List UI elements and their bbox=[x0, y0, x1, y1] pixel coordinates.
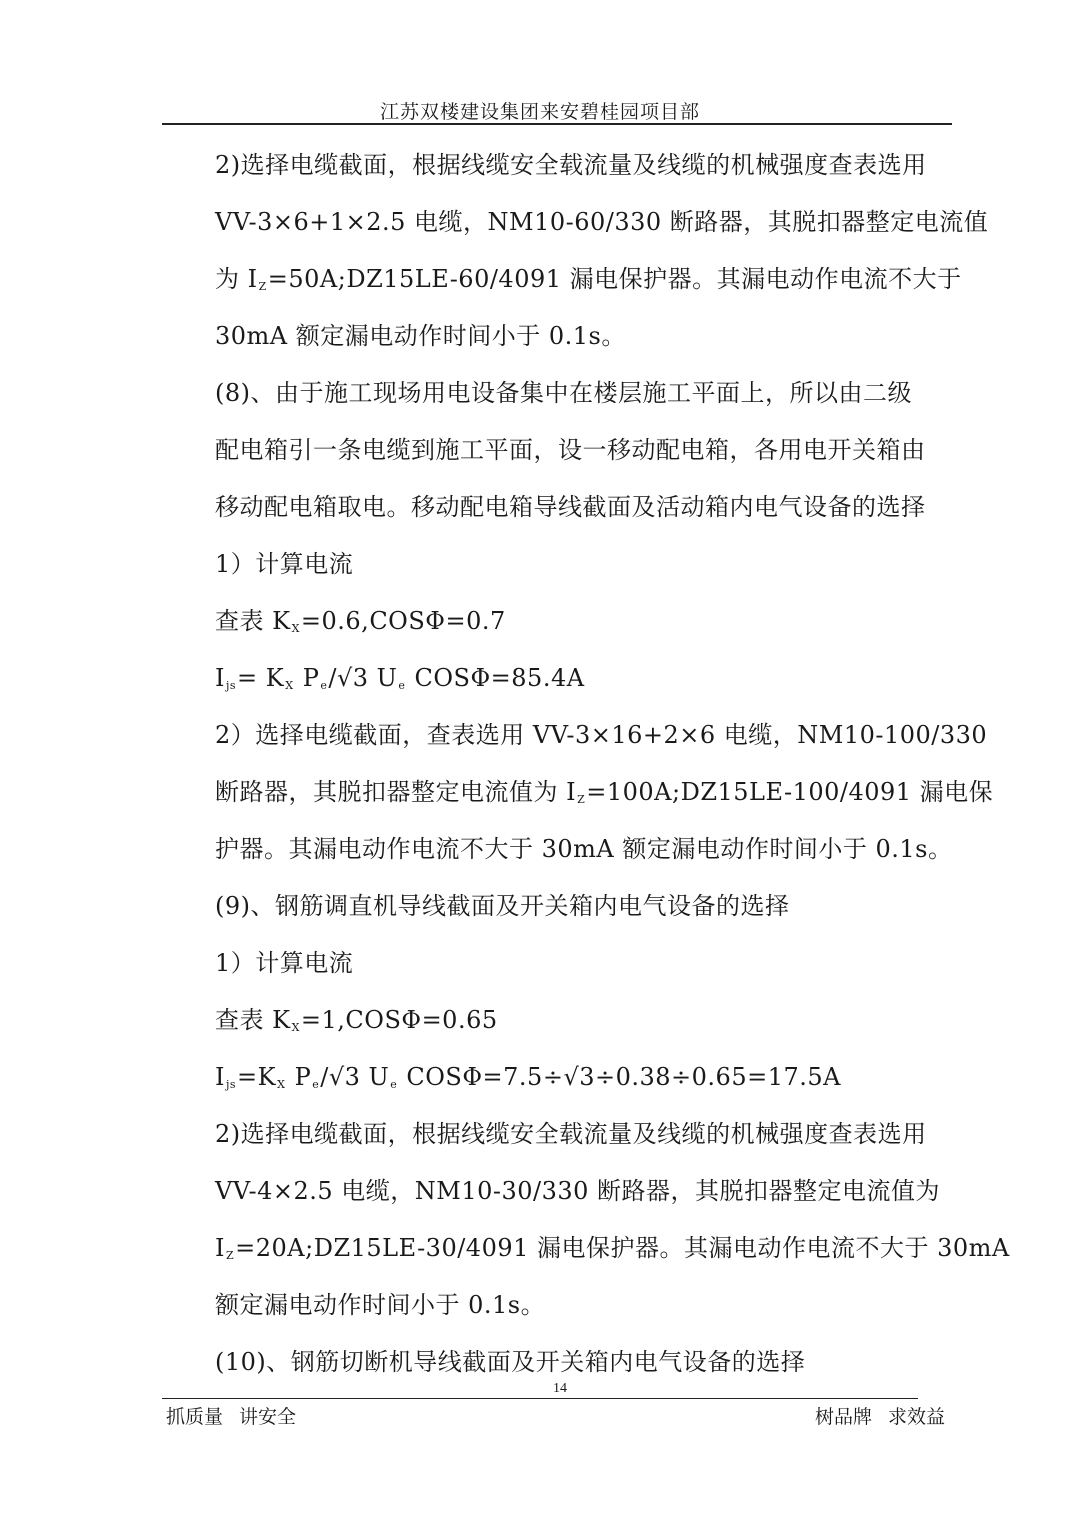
line-text: 移动配电箱取电。移动配电箱导线截面及活动箱内电气设备的选择 bbox=[215, 493, 926, 521]
line-text: =20A;DZ15LE-30/4091 漏电保护器。其漏电动作电流不大于 30mA bbox=[235, 1234, 1010, 1262]
line-text: 30mA 额定漏电动作时间小于 0.1s。 bbox=[215, 322, 626, 350]
line-text: 查表 K bbox=[215, 1006, 291, 1034]
footer-right-slogan: 树品牌 求效益 bbox=[814, 1406, 945, 1428]
line-text: 2)选择电缆截面，根据线缆安全载流量及线缆的机械强度查表选用 bbox=[215, 1120, 927, 1148]
text-line bbox=[215, 308, 975, 365]
subscript-text: e bbox=[320, 679, 328, 692]
line-text: =100A;DZ15LE-100/4091 漏电保 bbox=[586, 778, 994, 806]
subscript-text: js bbox=[225, 679, 237, 692]
footer-divider bbox=[162, 1398, 918, 1399]
text-line bbox=[215, 536, 975, 593]
text-line bbox=[215, 479, 975, 536]
line-text: 断路器，其脱扣器整定电流值为 I bbox=[215, 778, 577, 806]
footer-left-slogan: 抓质量 讲安全 bbox=[166, 1406, 297, 1428]
text-line bbox=[215, 365, 975, 422]
subscript-text: e bbox=[398, 679, 406, 692]
subscript-text: X bbox=[291, 1021, 300, 1034]
line-text: (8)、由于施工现场用电设备集中在楼层施工平面上，所以由二级 bbox=[215, 379, 912, 407]
subscript-text: js bbox=[225, 1078, 237, 1091]
text-line bbox=[215, 935, 975, 992]
text-line bbox=[215, 1106, 975, 1163]
text-line bbox=[215, 1277, 975, 1334]
subscript-text: Z bbox=[258, 280, 267, 293]
subscript-text: X bbox=[285, 679, 294, 692]
subscript-text: X bbox=[277, 1078, 286, 1091]
line-text: I bbox=[215, 664, 225, 692]
line-text: 2）选择电缆截面，查表选用 VV-3×16+2×6 电缆，NM10-100/330 bbox=[215, 721, 988, 749]
text-line bbox=[215, 422, 975, 479]
page-number: 14 bbox=[553, 1381, 567, 1396]
line-text: /√3 U bbox=[328, 664, 398, 692]
line-text: /√3 U bbox=[320, 1063, 390, 1091]
line-text: 额定漏电动作时间小于 0.1s。 bbox=[215, 1291, 546, 1319]
text-line bbox=[215, 707, 988, 764]
text-line bbox=[215, 821, 975, 878]
text-line bbox=[215, 137, 975, 194]
subscript-text: e bbox=[312, 1078, 320, 1091]
text-line bbox=[215, 878, 975, 935]
line-text: I bbox=[215, 1234, 225, 1262]
line-text: P bbox=[294, 664, 320, 692]
line-text: 查表 K bbox=[215, 607, 291, 635]
text-line bbox=[215, 764, 994, 821]
line-text: (9)、钢筋调直机导线截面及开关箱内电气设备的选择 bbox=[215, 892, 790, 920]
subscript-text: e bbox=[390, 1078, 398, 1091]
subscript-text: X bbox=[291, 622, 300, 635]
line-text: COSΦ=7.5÷√3÷0.38÷0.65=17.5A bbox=[398, 1063, 841, 1091]
line-text: =50A;DZ15LE-60/4091 漏电保护器。其漏电动作电流不大于 bbox=[267, 265, 962, 293]
line-text: 为 I bbox=[215, 265, 258, 293]
line-text: I bbox=[215, 1063, 225, 1091]
line-text: 护器。其漏电动作电流不大于 30mA 额定漏电动作时间小于 0.1s。 bbox=[215, 835, 953, 863]
line-text: P bbox=[286, 1063, 312, 1091]
text-line bbox=[215, 992, 975, 1049]
line-text: = K bbox=[237, 664, 285, 692]
line-text: (10)、钢筋切断机导线截面及开关箱内电气设备的选择 bbox=[215, 1348, 806, 1376]
line-text: 1）计算电流 bbox=[215, 550, 354, 578]
line-text: 1）计算电流 bbox=[215, 949, 354, 977]
line-text: VV-4×2.5 电缆，NM10-30/330 断路器，其脱扣器整定电流值为 bbox=[215, 1177, 941, 1205]
subscript-text: Z bbox=[225, 1249, 235, 1262]
line-text: 2)选择电缆截面，根据线缆安全载流量及线缆的机械强度查表选用 bbox=[215, 151, 927, 179]
line-text: COSΦ=85.4A bbox=[406, 664, 585, 692]
header-divider bbox=[162, 123, 952, 125]
text-line bbox=[215, 1049, 975, 1106]
text-line bbox=[215, 1163, 975, 1220]
text-line bbox=[215, 251, 975, 308]
text-line bbox=[215, 1334, 975, 1391]
text-line bbox=[215, 593, 975, 650]
line-text: =0.6,COSΦ=0.7 bbox=[300, 607, 506, 635]
line-text: 配电箱引一条电缆到施工平面，设一移动配电箱，各用电开关箱由 bbox=[215, 436, 926, 464]
text-line bbox=[215, 1220, 1010, 1277]
subscript-text: Z bbox=[577, 793, 586, 806]
text-line bbox=[215, 194, 989, 251]
line-text: =K bbox=[237, 1063, 277, 1091]
document-body bbox=[215, 137, 1010, 1391]
line-text: =1,COSΦ=0.65 bbox=[300, 1006, 498, 1034]
page-header-title: 江苏双楼建设集团来安碧桂园项目部 bbox=[379, 101, 700, 123]
text-line bbox=[215, 650, 975, 707]
line-text: VV-3×6+1×2.5 电缆，NM10-60/330 断路器，其脱扣器整定电流值 bbox=[215, 208, 989, 236]
